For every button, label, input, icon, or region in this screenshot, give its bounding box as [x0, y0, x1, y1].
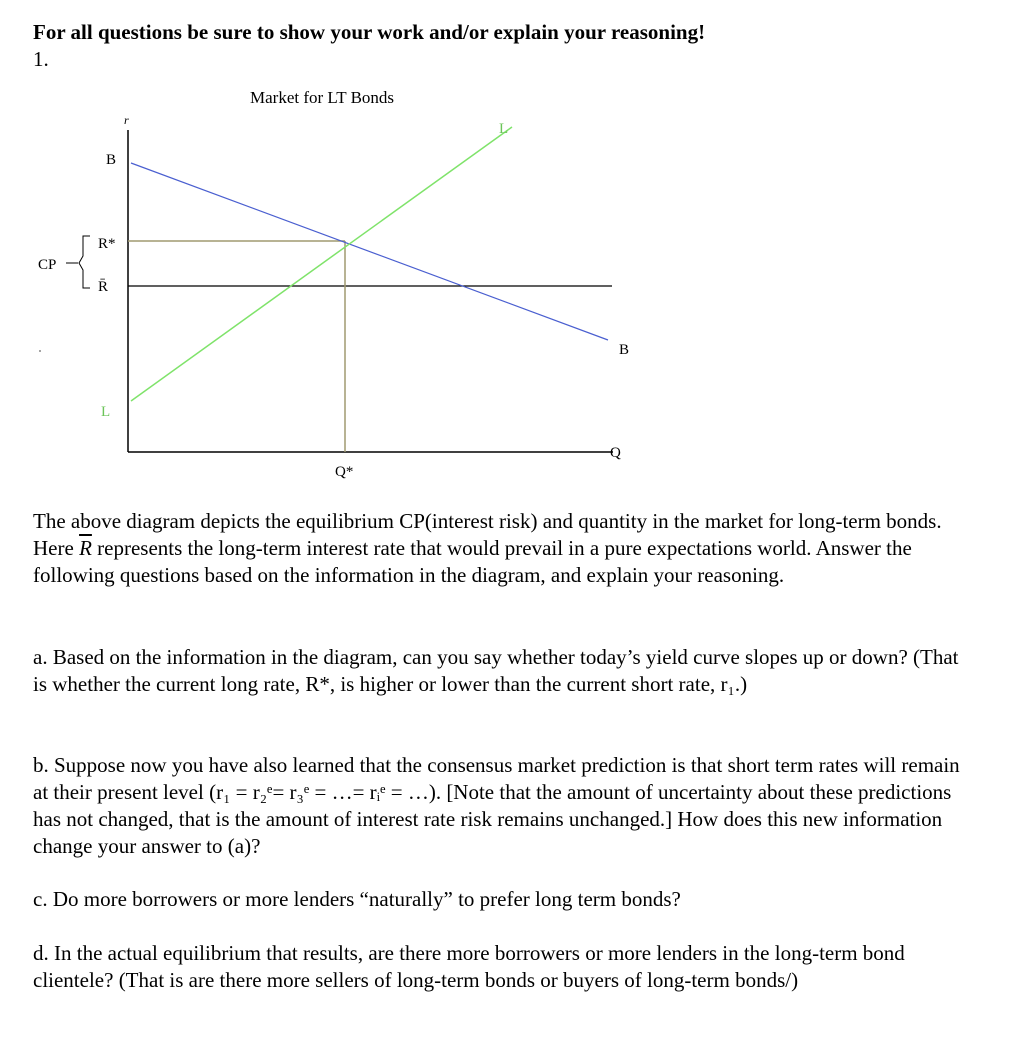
y-axis-label: r: [124, 113, 129, 127]
label-rbar: R̄: [98, 279, 109, 295]
label-l-bottom: L: [101, 404, 111, 420]
label-rstar: R*: [98, 236, 116, 252]
question-a: a. Based on the information in the diagram, can you say whether today’s yield curve slopes up or down? (That is whether the current long rate, R*, is higher or lower than the current short rate, r₁.): [33, 645, 959, 696]
question-c: c. Do more borrowers or more lenders “naturally” to prefer long term bonds?: [33, 887, 681, 911]
diagram-title: Market for LT Bonds: [250, 88, 395, 107]
instructions-heading: For all questions be sure to show your work and/or explain your reasoning!: [33, 20, 706, 44]
question-d: d. In the actual equilibrium that results, are there more borrowers or more lenders in the long-term bond clientele? (That is are there more sellers of long-term bonds or buyers of long-term bonds/): [33, 941, 905, 992]
bond-market-diagram: [0, 0, 1010, 500]
label-b-top: B: [106, 152, 117, 168]
label-cp: CP: [38, 257, 57, 273]
stray-dot: [39, 350, 41, 352]
cp-bracket: [79, 236, 90, 288]
label-b-bottom: B: [619, 342, 630, 358]
label-qstar: Q*: [335, 464, 354, 480]
question-b: b. Suppose now you have also learned that the consensus market prediction is that short term rates will remain at their present level (r₁ = r₂ᵉ= r₃ᵉ = …= rᵢᵉ = …). [Note that the amount of uncertainty about these predictions has not changed, that is the amount of interest rate risk remains unchanged.] How does this new information change your answer to (a)?: [33, 753, 960, 858]
x-axis-label: Q: [610, 445, 621, 461]
intro-paragraph: The above diagram depicts the equilibrium CP(interest risk) and quantity in the market for long-term bonds. Here $\overline{R}$ represents the long-term interest rate that would prevail in a pure expectations world. Answer the following questions based on the information in the diagram, and explain your reasoning.: [33, 509, 942, 587]
label-l-top: L: [499, 121, 509, 137]
supply-curve-l: [131, 127, 512, 401]
demand-curve-b: [131, 163, 608, 340]
question-number: 1.: [33, 47, 49, 71]
